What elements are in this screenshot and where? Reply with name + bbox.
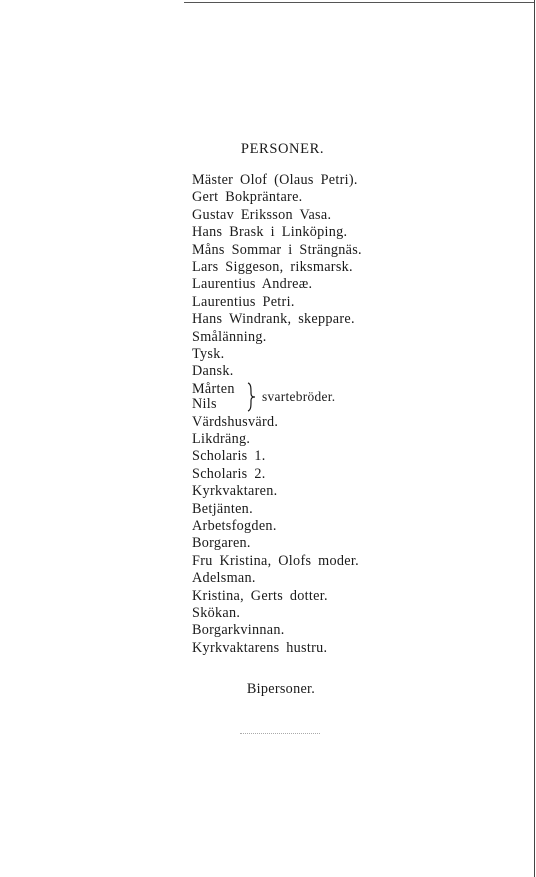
cast-item: Dansk. <box>192 363 234 380</box>
cast-item: Scholaris 2. <box>192 465 266 482</box>
cast-item: Mäster Olof (Olaus Petri). <box>192 172 358 188</box>
page-heading: PERSONER. <box>240 141 325 157</box>
top-rule <box>184 2 534 3</box>
cast-item: Likdräng. <box>192 431 251 448</box>
cast-item: Borgarkvinnan. <box>192 622 285 639</box>
cast-item: Borgaren. <box>192 535 251 552</box>
cast-item: Skökan. <box>192 604 241 621</box>
cast-item: Kristina, Gerts dotter. <box>192 587 328 604</box>
cast-item: Värdshusvärd. <box>192 413 279 430</box>
cast-item: Hans Windrank, skeppare. <box>192 311 355 328</box>
cast-item: Gert Bokpräntare. <box>192 189 303 206</box>
cast-item: Betjänten. <box>192 500 253 517</box>
extras-heading: Bipersoner. <box>246 681 316 697</box>
cast-group-name: Nils <box>192 395 217 412</box>
cast-item: Gustav Eriksson Vasa. <box>192 206 332 223</box>
page-edge <box>534 0 535 877</box>
cast-item: Adelsman. <box>192 570 256 587</box>
end-rule <box>240 733 320 734</box>
cast-item: Kyrkvaktaren. <box>192 483 278 500</box>
cast-group-title: svartebröder. <box>262 388 336 404</box>
cast-list <box>192 172 362 657</box>
cast-item: Fru Kristina, Olofs moder. <box>192 552 359 569</box>
cast-item: Smålänning. <box>192 328 267 345</box>
cast-group-name: Mårten <box>192 380 235 397</box>
cast-group-friars <box>192 381 362 414</box>
cast-item: Laurentius Petri. <box>192 293 295 310</box>
cast-item: Scholaris 1. <box>192 448 266 465</box>
cast-item: Hans Brask i Linköping. <box>192 224 348 241</box>
cast-item: Lars Siggeson, riksmarsk. <box>192 258 353 275</box>
cast-item: Måns Sommar i Strängnäs. <box>192 241 362 258</box>
brace-icon <box>246 382 256 412</box>
cast-item: Tysk. <box>192 345 225 362</box>
cast-item: Laurentius Andreæ. <box>192 276 313 293</box>
cast-item: Kyrkvaktarens hustru. <box>192 639 328 656</box>
cast-item: Arbetsfogden. <box>192 518 277 535</box>
